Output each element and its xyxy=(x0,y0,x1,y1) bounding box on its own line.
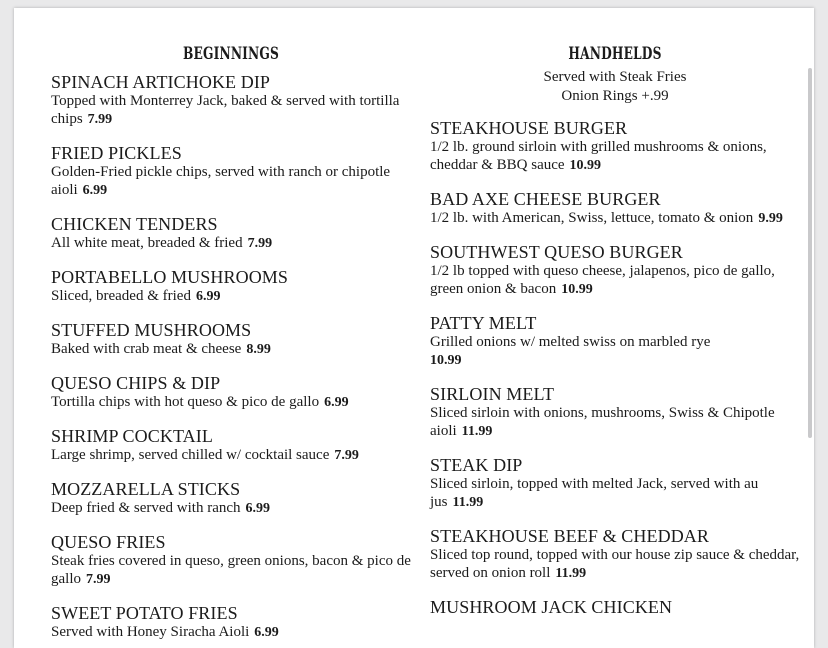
item-description: Topped with Monterrey Jack, baked & served with tortilla chips 7.99 xyxy=(51,93,400,127)
menu-item xyxy=(51,603,411,642)
item-description: All white meat, breaded & fried 7.99 xyxy=(51,235,273,251)
item-description: Sliced sirloin with onions, mushrooms, Swiss & Chipotle aioli 11.99 xyxy=(430,405,775,439)
menu-item xyxy=(430,118,800,175)
menu-page xyxy=(14,8,814,648)
item-description: Served with Honey Siracha Aioli 6.99 xyxy=(51,624,279,640)
subtitle-line: Onion Rings +.99 xyxy=(561,88,669,104)
item-name: SPINACH ARTICHOKE DIP xyxy=(51,72,271,92)
beginnings-column xyxy=(51,36,411,648)
item-price: 9.99 xyxy=(758,211,783,226)
menu-item xyxy=(430,242,800,299)
item-description: 1/2 lb. with American, Swiss, lettuce, tomato & onion 9.99 xyxy=(430,210,783,226)
item-description: Grilled onions w/ melted swiss on marbled rye 10.99 xyxy=(430,334,711,368)
item-price: 7.99 xyxy=(86,572,111,587)
item-price: 6.99 xyxy=(82,183,108,198)
item-price: 8.99 xyxy=(246,342,271,357)
menu-item xyxy=(430,526,800,583)
menu-item xyxy=(51,214,411,253)
item-description: Steak fries covered in queso, green onions, bacon & pico de gallo 7.99 xyxy=(51,553,411,587)
subtitle-line: Served with Steak Fries xyxy=(543,69,687,85)
item-name: STEAKHOUSE BURGER xyxy=(430,118,628,138)
item-name: STEAK DIP xyxy=(430,455,523,475)
item-description: Large shrimp, served chilled w/ cocktail sauce 7.99 xyxy=(51,447,359,463)
item-price: 10.99 xyxy=(569,158,602,173)
item-name: PATTY MELT xyxy=(430,313,537,333)
item-price: 6.99 xyxy=(245,501,271,516)
menu-item xyxy=(430,597,800,617)
item-name: PORTABELLO MUSHROOMS xyxy=(51,267,289,287)
item-description: Sliced top round, topped with our house zip sauce & cheddar, served on onion roll 11.99 xyxy=(430,547,800,581)
scrollbar[interactable] xyxy=(808,68,812,438)
item-name: FRIED PICKLES xyxy=(51,143,182,163)
item-price: 7.99 xyxy=(87,112,113,127)
item-name: QUESO CHIPS & DIP xyxy=(51,373,221,393)
item-description: Baked with crab meat & cheese 8.99 xyxy=(51,341,271,357)
item-description: Sliced, breaded & fried 6.99 xyxy=(51,288,221,304)
menu-item xyxy=(430,313,800,370)
item-name: QUESO FRIES xyxy=(51,532,166,552)
menu-item xyxy=(51,373,411,412)
item-price: 11.99 xyxy=(555,566,587,581)
menu-item xyxy=(430,189,800,228)
item-description: 1/2 lb topped with queso cheese, jalapenos, pico de gallo, green onion & bacon 10.99 xyxy=(430,263,775,297)
item-description: 1/2 lb. ground sirloin with grilled mushrooms & onions, cheddar & BBQ sauce 10.99 xyxy=(430,139,767,173)
item-price: 6.99 xyxy=(195,289,221,304)
item-price: 10.99 xyxy=(561,282,593,297)
handhelds-column xyxy=(430,36,800,631)
menu-item xyxy=(51,479,411,518)
item-price: 11.99 xyxy=(461,424,493,439)
item-name: SWEET POTATO FRIES xyxy=(51,603,238,623)
handhelds-heading: HANDHELDS xyxy=(568,44,662,64)
item-name: BAD AXE CHEESE BURGER xyxy=(430,189,661,209)
menu-item xyxy=(51,143,411,200)
item-description: Tortilla chips with hot queso & pico de gallo 6.99 xyxy=(51,394,349,410)
item-name: SOUTHWEST QUESO BURGER xyxy=(430,242,683,262)
item-name: MUSHROOM JACK CHICKEN xyxy=(430,597,673,617)
menu-item xyxy=(51,72,411,129)
item-description: Sliced sirloin, topped with melted Jack, served with au jus 11.99 xyxy=(430,476,759,510)
item-name: STEAKHOUSE BEEF & CHEDDAR xyxy=(430,526,710,546)
item-price: 7.99 xyxy=(247,236,273,251)
item-name: STUFFED MUSHROOMS xyxy=(51,320,252,340)
menu-item xyxy=(51,320,411,359)
menu-item xyxy=(430,384,800,441)
item-name: MOZZARELLA STICKS xyxy=(51,479,241,499)
handhelds-subtitle xyxy=(430,68,800,106)
item-name: SIRLOIN MELT xyxy=(430,384,555,404)
menu-item xyxy=(51,426,411,465)
beginnings-heading: BEGINNINGS xyxy=(183,44,279,64)
item-description: Deep fried & served with ranch 6.99 xyxy=(51,500,271,516)
item-description: Golden-Fried pickle chips, served with ranch or chipotle aioli 6.99 xyxy=(51,164,391,198)
item-name: SHRIMP COCKTAIL xyxy=(51,426,213,446)
item-name: CHICKEN TENDERS xyxy=(51,214,218,234)
menu-item xyxy=(51,532,411,589)
item-price: 6.99 xyxy=(254,625,279,640)
item-price: 11.99 xyxy=(452,495,484,510)
item-price: 6.99 xyxy=(324,395,349,410)
item-price: 7.99 xyxy=(334,448,359,463)
menu-item xyxy=(430,455,800,512)
menu-item xyxy=(51,267,411,306)
item-price: 10.99 xyxy=(430,353,462,368)
